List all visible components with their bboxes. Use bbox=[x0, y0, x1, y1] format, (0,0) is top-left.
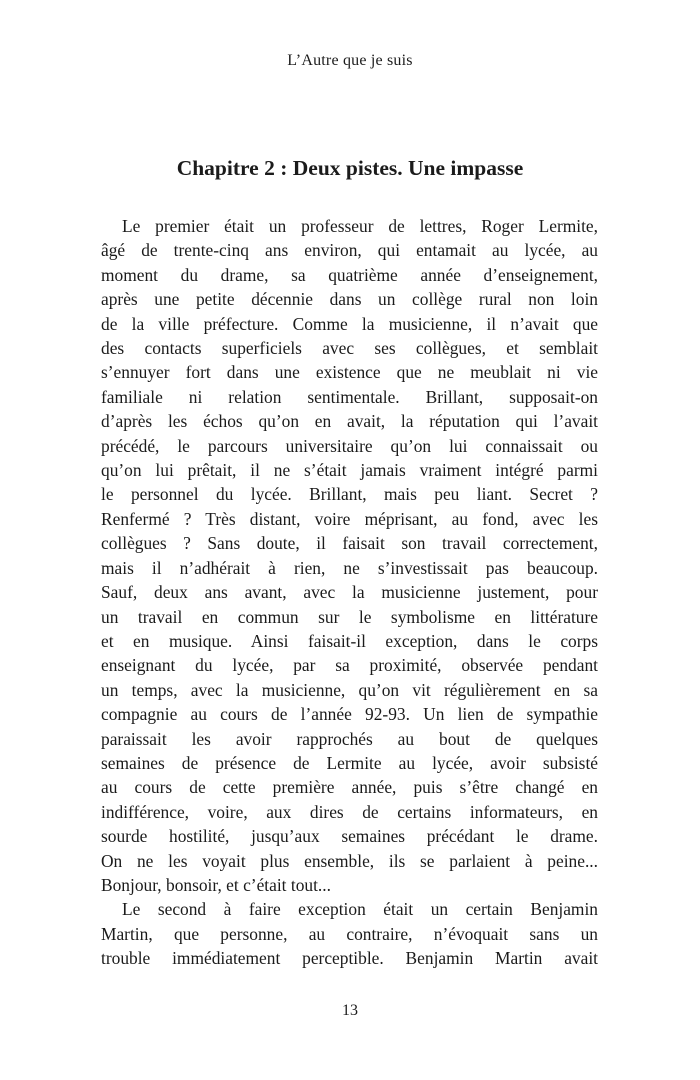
text-line: un temps, avec la musicienne, qu’on vit régulièrement en sa bbox=[101, 679, 598, 700]
text-line: des contacts superficiels avec ses collègues, et semblait bbox=[101, 338, 598, 359]
text-line: s’ennuyer fort dans une existence que ne meublait ni vie bbox=[101, 362, 598, 383]
text-line: au cours de cette première année, puis s’être changé en bbox=[101, 777, 598, 798]
text-line: sourde hostilité, jusqu’aux semaines précédant le drame. bbox=[101, 826, 598, 847]
text-line: Martin, que personne, au contraire, n’évoquait sans un bbox=[101, 923, 598, 944]
text-line: Bonjour, bonsoir, et c’était tout... bbox=[101, 874, 331, 895]
text-line: Le second à faire exception était un certain Benjamin bbox=[122, 899, 598, 920]
text-line: Sauf, deux ans avant, avec la musicienne justement, pour bbox=[101, 582, 598, 603]
text-line: mais il n’adhérait à rien, ne s’investissait pas beaucoup. bbox=[101, 557, 598, 578]
text-line: le personnel du lycée. Brillant, mais peu liant. Secret ? bbox=[101, 484, 598, 505]
running-header-title: L’Autre que je suis bbox=[287, 52, 413, 69]
text-line: précédé, le parcours universitaire qu’on lui connaissait ou bbox=[101, 435, 598, 456]
text-line: moment du drame, sa quatrième année d’enseignement, bbox=[101, 264, 598, 285]
text-line: de la ville préfecture. Comme la musicienne, il n’avait que bbox=[101, 313, 598, 334]
text-line: collègues ? Sans doute, il faisait son travail correctement, bbox=[101, 533, 598, 554]
text-line: après une petite décennie dans un collège rural non loin bbox=[101, 289, 598, 310]
text-line: et en musique. Ainsi faisait-il exception, dans le corps bbox=[101, 630, 598, 651]
text-line: indifférence, voire, aux dires de certains informateurs, en bbox=[101, 801, 598, 822]
text-line: Le premier était un professeur de lettres, Roger Lermite, bbox=[122, 216, 598, 236]
page-number: 13 bbox=[342, 1002, 358, 1019]
text-line: d’après les échos qu’on en avait, la réputation qui l’avait bbox=[101, 411, 598, 432]
text-line: semaines de présence de Lermite au lycée, avoir subsisté bbox=[101, 752, 598, 773]
text-line: trouble immédiatement perceptible. Benjamin Martin avait bbox=[101, 948, 598, 969]
text-line: compagnie au cours de l’année 92-93. Un lien de sympathie bbox=[101, 704, 598, 725]
text-line: On ne les voyait plus ensemble, ils se parlaient à peine... bbox=[101, 850, 598, 871]
text-line: enseignant du lycée, par sa proximité, observée pendant bbox=[101, 655, 598, 676]
text-line: qu’on lui prêtait, il ne s’était jamais vraiment intégré parmi bbox=[101, 460, 598, 481]
text-line: âgé de trente-cinq ans environ, qui entamait au lycée, au bbox=[101, 240, 598, 261]
text-line: familiale ni relation sentimentale. Brillant, supposait-on bbox=[101, 386, 598, 407]
text-line: un travail en commun sur le symbolisme en littérature bbox=[101, 606, 598, 627]
text-line: Renfermé ? Très distant, voire méprisant, au fond, avec les bbox=[101, 508, 598, 529]
body-text bbox=[101, 214, 598, 971]
chapter-title: Chapitre 2 : Deux pistes. Une impasse bbox=[176, 156, 524, 180]
text-line: paraissait les avoir rapprochés au bout de quelques bbox=[101, 728, 598, 749]
